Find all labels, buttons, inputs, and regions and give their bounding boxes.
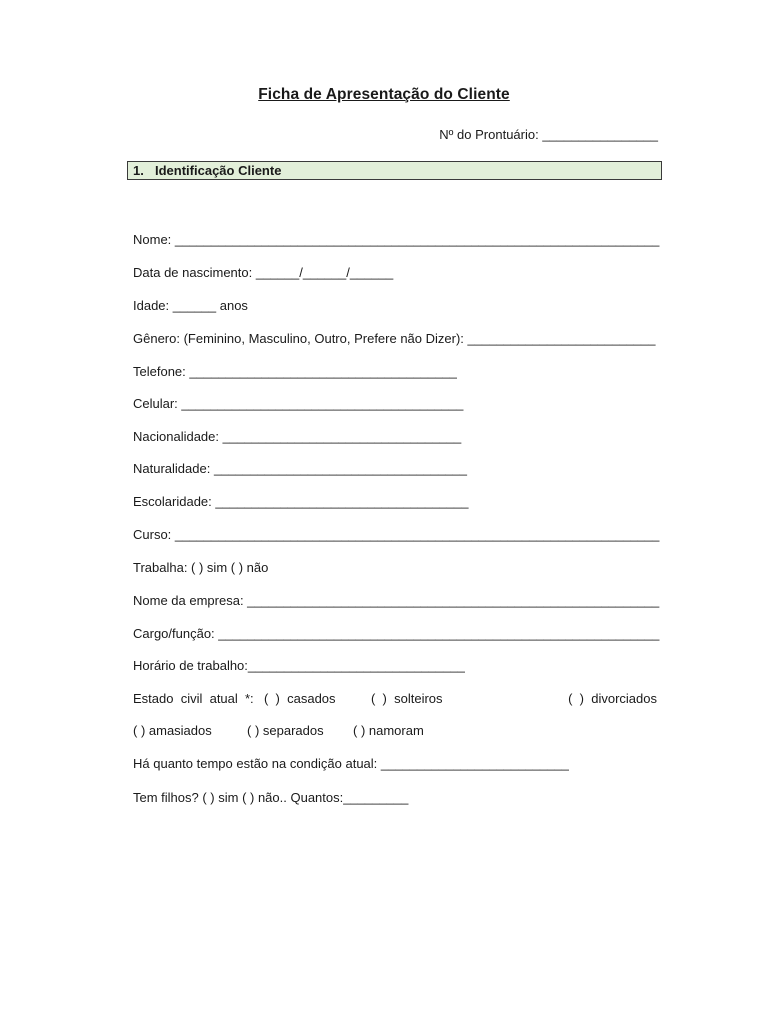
section-header-identificacao xyxy=(127,161,662,180)
horario-trabalho-field[interactable]: Horário de trabalho:______________________________ xyxy=(133,658,465,673)
curso-field[interactable]: Curso: ___________________________________________________________________ xyxy=(133,527,660,542)
estado-solteiros-option[interactable]: ( ) solteiros xyxy=(371,691,443,706)
estado-namoram-option[interactable]: ( ) namoram xyxy=(353,723,424,738)
genero-field[interactable]: Gênero: (Feminino, Masculino, Outro, Prefere não Dizer): __________________________ xyxy=(133,331,656,346)
section-number: 1. xyxy=(133,163,144,178)
estado-amasiados-option[interactable]: ( ) amasiados xyxy=(133,723,212,738)
estado-casados-option[interactable]: ( ) casados xyxy=(264,691,336,706)
telefone-field[interactable]: Telefone: _____________________________________ xyxy=(133,364,457,379)
escolaridade-field[interactable]: Escolaridade: ___________________________________ xyxy=(133,494,469,509)
prontuario-field[interactable]: Nº do Prontuário: ________________ xyxy=(439,127,658,142)
estado-separados-option[interactable]: ( ) separados xyxy=(247,723,324,738)
cargo-funcao-field[interactable]: Cargo/função: _____________________________________________________________ xyxy=(133,626,660,641)
nome-field[interactable]: Nome: ___________________________________________________________________ xyxy=(133,232,660,247)
idade-field[interactable]: Idade: ______ anos xyxy=(133,298,248,313)
filhos-field[interactable]: Tem filhos? ( ) sim ( ) não.. Quantos:_________ xyxy=(133,790,409,805)
section-label: Identificação Cliente xyxy=(155,163,282,178)
celular-field[interactable]: Celular: _______________________________________ xyxy=(133,396,464,411)
naturalidade-field[interactable]: Naturalidade: ___________________________________ xyxy=(133,461,467,476)
trabalha-field[interactable]: Trabalha: ( ) sim ( ) não xyxy=(133,560,269,575)
nome-empresa-field[interactable]: Nome da empresa: _________________________________________________________ xyxy=(133,593,660,608)
tempo-condicao-field[interactable]: Há quanto tempo estão na condição atual: __________________________ xyxy=(133,756,569,771)
estado-civil-label: Estado civil atual *: xyxy=(133,691,254,706)
nacionalidade-field[interactable]: Nacionalidade: _________________________________ xyxy=(133,429,462,444)
document-title: Ficha de Apresentação do Cliente xyxy=(258,86,510,103)
data-nascimento-field[interactable]: Data de nascimento: ______/______/______ xyxy=(133,265,394,280)
estado-divorciados-option[interactable]: ( ) divorciados xyxy=(568,691,657,706)
